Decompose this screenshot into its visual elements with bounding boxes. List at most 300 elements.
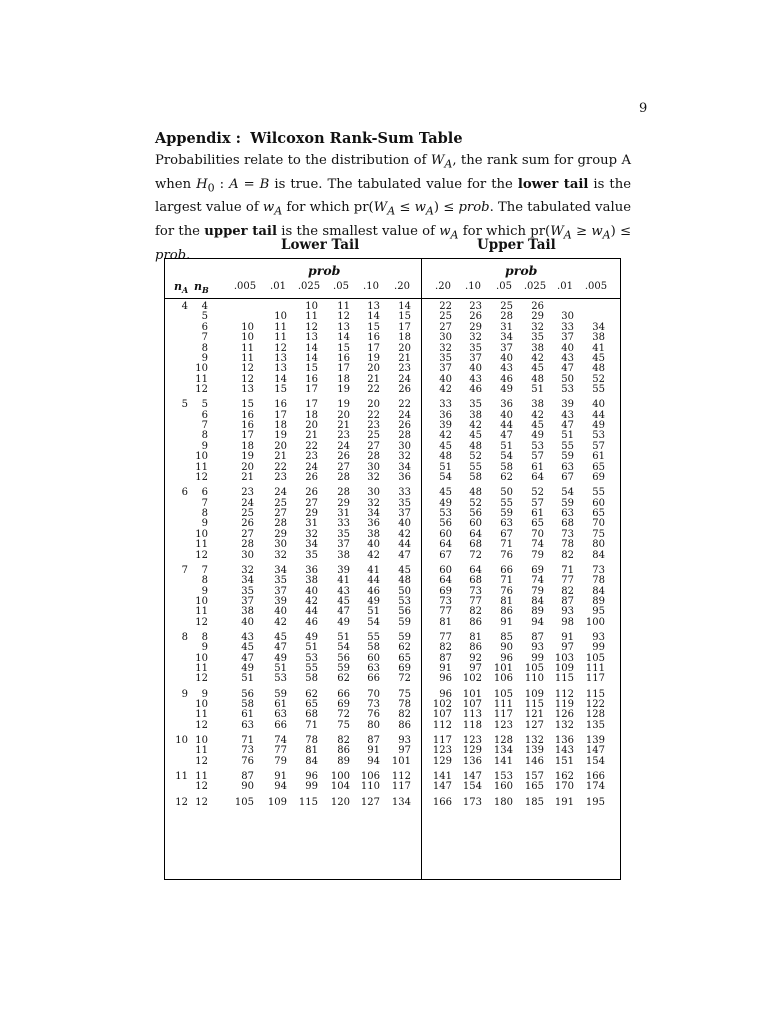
upper-value-cell: 36 [500, 399, 513, 411]
table-group [165, 633, 620, 685]
lower-value-cell: 22 [367, 384, 380, 396]
lower-value-cell: 58 [305, 673, 318, 685]
lower-value-cell: 29 [305, 508, 318, 520]
lower-value-cell: 14 [337, 332, 350, 344]
upper-value-cell: 62 [500, 472, 513, 484]
upper-value-cell: 37 [469, 352, 482, 364]
upper-value-cell: 48 [469, 487, 482, 499]
lower-value-cell: 55 [367, 631, 380, 643]
table-row [165, 782, 620, 792]
upper-value-cell: 79 [531, 585, 544, 597]
upper-value-cell: 81 [500, 595, 513, 607]
intro-text: Probabilities relate to the distribution of $W_A$, the rank sum for group A when $H_0$ : A = B is true. The tabulated value for the lower tail is the largest value of $w_A$ for which $pr(W_A \le w_A)$ ≤ prob. The tabulated value for the upper tail is the smallest value of $w_A$ for which $pr(W_A \ge w_A)$ ≤ prob. [155, 153, 632, 263]
lower-value-cell: 69 [337, 699, 350, 711]
upper-value-cell: 134 [493, 745, 513, 757]
lower-value-cell: 134 [391, 796, 411, 808]
upper-value-cell: 61 [592, 451, 605, 463]
upper-value-cell: 58 [500, 461, 513, 473]
upper-value-cell: 38 [592, 332, 605, 344]
lower-prob-header: .10 [363, 281, 379, 292]
lower-value-cell: 32 [241, 564, 254, 576]
upper-value-cell: 85 [500, 631, 513, 643]
lower-value-cell: 49 [274, 652, 287, 664]
upper-value-cell: 61 [531, 461, 544, 473]
nb-cell: 9 [201, 440, 208, 452]
upper-value-cell: 60 [439, 564, 452, 576]
lower-value-cell: 39 [337, 564, 350, 576]
lower-value-cell: 65 [398, 652, 411, 664]
upper-value-cell: 65 [592, 508, 605, 520]
upper-value-cell: 96 [439, 688, 452, 700]
lower-value-cell: 72 [398, 673, 411, 685]
lower-value-cell: 14 [274, 373, 287, 385]
table-group [165, 566, 620, 628]
upper-value-cell: 29 [531, 311, 544, 323]
lower-value-cell: 28 [337, 487, 350, 499]
lower-value-cell: 27 [367, 440, 380, 452]
lower-value-cell: 17 [398, 321, 411, 333]
na-cell: 8 [181, 631, 188, 643]
upper-value-cell: 51 [531, 384, 544, 396]
lower-value-cell: 17 [274, 409, 287, 421]
nb-cell: 11 [195, 709, 208, 721]
upper-value-cell: 73 [439, 595, 452, 607]
table-row [165, 618, 620, 628]
upper-value-cell: 53 [561, 384, 574, 396]
upper-value-cell: 68 [469, 575, 482, 587]
upper-value-cell: 52 [469, 497, 482, 509]
lower-value-cell: 53 [305, 652, 318, 664]
upper-value-cell: 115 [524, 699, 544, 711]
upper-value-cell: 45 [439, 487, 452, 499]
lower-value-cell: 19 [241, 451, 254, 463]
lower-value-cell: 32 [305, 528, 318, 540]
lower-value-cell: 59 [398, 631, 411, 643]
upper-value-cell: 122 [585, 699, 605, 711]
upper-value-cell: 49 [592, 420, 605, 432]
lower-value-cell: 35 [337, 528, 350, 540]
upper-value-cell: 68 [469, 539, 482, 551]
lower-value-cell: 58 [241, 699, 254, 711]
upper-value-cell: 191 [554, 796, 574, 808]
lower-value-cell: 86 [337, 745, 350, 757]
nb-cell: 10 [195, 735, 208, 747]
nb-cell: 12 [195, 781, 208, 793]
lower-value-cell: 50 [398, 585, 411, 597]
lower-value-cell: 21 [274, 451, 287, 463]
lower-value-cell: 23 [305, 451, 318, 463]
lower-value-cell: 42 [367, 549, 380, 561]
upper-value-cell: 82 [561, 549, 574, 561]
appendix-prefix: Appendix : [155, 130, 241, 147]
upper-value-cell: 86 [469, 642, 482, 654]
lower-value-cell: 30 [398, 440, 411, 452]
lower-value-cell: 28 [398, 430, 411, 442]
upper-value-cell: 92 [469, 652, 482, 664]
nb-cell: 7 [201, 332, 208, 344]
lower-value-cell: 53 [274, 673, 287, 685]
lower-value-cell: 12 [274, 342, 287, 354]
lower-value-cell: 37 [274, 585, 287, 597]
nb-cell: 10 [195, 652, 208, 664]
upper-value-cell: 45 [592, 352, 605, 364]
lower-value-cell: 11 [305, 311, 318, 323]
lower-value-cell: 24 [398, 409, 411, 421]
upper-value-cell: 153 [493, 770, 513, 782]
lower-value-cell: 58 [367, 642, 380, 654]
lower-value-cell: 15 [274, 384, 287, 396]
lower-value-cell: 54 [337, 642, 350, 654]
lower-value-cell: 97 [398, 745, 411, 757]
lower-value-cell: 40 [305, 585, 318, 597]
lower-value-cell: 112 [391, 770, 411, 782]
lower-value-cell: 35 [274, 575, 287, 587]
nb-cell: 11 [195, 606, 208, 618]
upper-value-cell: 63 [500, 518, 513, 530]
nb-cell: 6 [201, 321, 208, 333]
upper-value-cell: 74 [531, 575, 544, 587]
upper-value-cell: 53 [592, 430, 605, 442]
upper-value-cell: 91 [439, 663, 452, 675]
upper-value-cell: 34 [500, 332, 513, 344]
upper-value-cell: 43 [469, 373, 482, 385]
lower-value-cell: 109 [267, 796, 287, 808]
lower-value-cell: 115 [298, 796, 318, 808]
nb-cell: 11 [195, 745, 208, 757]
upper-value-cell: 89 [592, 595, 605, 607]
lower-value-cell: 33 [337, 518, 350, 530]
nb-cell: 8 [201, 342, 208, 354]
upper-value-cell: 67 [561, 472, 574, 484]
nb-cell: 10 [195, 595, 208, 607]
lower-value-cell: 11 [274, 332, 287, 344]
lower-value-cell: 82 [398, 709, 411, 721]
nb-cell: 11 [195, 770, 208, 782]
lower-value-cell: 42 [274, 616, 287, 628]
lower-value-cell: 59 [274, 688, 287, 700]
table-row [165, 757, 620, 767]
upper-value-cell: 69 [531, 564, 544, 576]
nb-cell: 9 [201, 352, 208, 364]
upper-value-cell: 45 [531, 363, 544, 375]
upper-value-cell: 95 [592, 606, 605, 618]
na-cell: 5 [181, 399, 188, 411]
table-group [165, 488, 620, 561]
upper-value-cell: 44 [500, 420, 513, 432]
lower-value-cell: 70 [367, 688, 380, 700]
lower-value-cell: 26 [398, 420, 411, 432]
upper-value-cell: 77 [469, 595, 482, 607]
upper-value-cell: 57 [531, 451, 544, 463]
lower-value-cell: 18 [305, 409, 318, 421]
lower-value-cell: 26 [337, 451, 350, 463]
lower-value-cell: 14 [398, 301, 411, 312]
upper-prob-label: prob [505, 263, 538, 278]
upper-value-cell: 58 [469, 472, 482, 484]
upper-value-cell: 93 [531, 642, 544, 654]
upper-value-cell: 55 [592, 384, 605, 396]
upper-value-cell: 37 [500, 342, 513, 354]
upper-value-cell: 162 [554, 770, 574, 782]
upper-value-cell: 147 [462, 770, 482, 782]
upper-value-cell: 118 [462, 719, 482, 731]
upper-value-cell: 64 [469, 528, 482, 540]
lower-value-cell: 12 [337, 311, 350, 323]
lower-value-cell: 44 [367, 575, 380, 587]
upper-value-cell: 57 [531, 497, 544, 509]
upper-value-cell: 40 [561, 342, 574, 354]
lower-value-cell: 22 [398, 399, 411, 411]
table-row [165, 385, 620, 395]
lower-value-cell: 45 [398, 564, 411, 576]
table-row [165, 674, 620, 684]
upper-prob-header: .05 [496, 281, 512, 292]
lower-value-cell: 89 [337, 755, 350, 767]
upper-value-cell: 123 [493, 719, 513, 731]
lower-value-cell: 20 [241, 461, 254, 473]
lower-value-cell: 25 [367, 430, 380, 442]
upper-value-cell: 154 [462, 781, 482, 793]
lower-value-cell: 25 [241, 508, 254, 520]
lower-value-cell: 53 [398, 595, 411, 607]
lower-value-cell: 10 [241, 332, 254, 344]
nb-cell: 11 [195, 663, 208, 675]
tail-titles [165, 237, 620, 255]
lower-value-cell: 20 [274, 440, 287, 452]
upper-value-cell: 97 [561, 642, 574, 654]
lower-value-cell: 78 [398, 699, 411, 711]
lower-value-cell: 20 [337, 409, 350, 421]
lower-value-cell: 51 [367, 606, 380, 618]
upper-value-cell: 47 [561, 420, 574, 432]
upper-value-cell: 38 [531, 399, 544, 411]
lower-value-cell: 47 [241, 652, 254, 664]
lower-value-cell: 23 [274, 472, 287, 484]
upper-value-cell: 50 [561, 373, 574, 385]
appendix-heading [155, 130, 463, 147]
nb-cell: 12 [195, 472, 208, 484]
lower-value-cell: 101 [391, 755, 411, 767]
nb-cell: 5 [201, 399, 208, 411]
lower-value-cell: 51 [241, 673, 254, 685]
table-row [165, 798, 620, 808]
table-group [165, 772, 620, 793]
upper-value-cell: 22 [439, 301, 452, 312]
nb-cell: 12 [195, 616, 208, 628]
upper-value-cell: 91 [500, 616, 513, 628]
upper-value-cell: 31 [500, 321, 513, 333]
upper-value-cell: 117 [432, 735, 452, 747]
lower-value-cell: 68 [305, 709, 318, 721]
table-group [165, 798, 620, 808]
lower-value-cell: 18 [274, 420, 287, 432]
upper-value-cell: 66 [500, 564, 513, 576]
nb-cell: 12 [195, 755, 208, 767]
upper-value-cell: 32 [531, 321, 544, 333]
upper-value-cell: 59 [561, 497, 574, 509]
lower-value-cell: 72 [337, 709, 350, 721]
lower-value-cell: 21 [398, 352, 411, 364]
upper-value-cell: 139 [524, 745, 544, 757]
upper-value-cell: 107 [432, 709, 452, 721]
lower-value-cell: 45 [274, 631, 287, 643]
lower-value-cell: 54 [367, 616, 380, 628]
lower-value-cell: 127 [360, 796, 380, 808]
lower-value-cell: 43 [241, 631, 254, 643]
upper-value-cell: 65 [592, 461, 605, 473]
upper-value-cell: 48 [531, 373, 544, 385]
upper-value-cell: 37 [561, 332, 574, 344]
lower-value-cell: 77 [274, 745, 287, 757]
lower-value-cell: 14 [305, 342, 318, 354]
lower-value-cell: 91 [367, 745, 380, 757]
lower-value-cell: 38 [305, 575, 318, 587]
lower-value-cell: 24 [337, 440, 350, 452]
upper-value-cell: 25 [439, 311, 452, 323]
upper-value-cell: 44 [592, 409, 605, 421]
upper-value-cell: 51 [439, 461, 452, 473]
upper-value-cell: 76 [500, 549, 513, 561]
upper-value-cell: 53 [439, 508, 452, 520]
upper-value-cell: 72 [469, 549, 482, 561]
lower-value-cell: 84 [305, 755, 318, 767]
upper-value-cell: 129 [432, 755, 452, 767]
lower-value-cell: 18 [398, 332, 411, 344]
lower-value-cell: 15 [305, 363, 318, 375]
lower-value-cell: 19 [337, 384, 350, 396]
upper-value-cell: 80 [592, 539, 605, 551]
upper-value-cell: 55 [592, 487, 605, 499]
lower-value-cell: 61 [274, 699, 287, 711]
lower-value-cell: 27 [241, 528, 254, 540]
na-cell: 11 [175, 770, 188, 782]
upper-value-cell: 76 [500, 585, 513, 597]
upper-value-cell: 94 [531, 616, 544, 628]
nb-cell: 11 [195, 373, 208, 385]
lower-value-cell: 19 [337, 399, 350, 411]
lower-value-cell: 25 [274, 497, 287, 509]
upper-value-cell: 29 [469, 321, 482, 333]
nb-cell: 12 [195, 384, 208, 396]
upper-value-cell: 174 [585, 781, 605, 793]
upper-value-cell: 111 [493, 699, 513, 711]
lower-value-cell: 38 [337, 549, 350, 561]
upper-value-cell: 40 [500, 352, 513, 364]
upper-value-cell: 43 [561, 352, 574, 364]
upper-value-cell: 52 [592, 373, 605, 385]
lower-value-cell: 86 [398, 719, 411, 731]
lower-value-cell: 28 [274, 518, 287, 530]
nb-cell: 9 [201, 585, 208, 597]
lower-value-cell: 73 [241, 745, 254, 757]
lower-value-cell: 37 [398, 508, 411, 520]
upper-value-cell: 55 [469, 461, 482, 473]
nb-header: $n_B$ [194, 280, 209, 296]
upper-value-cell: 79 [531, 549, 544, 561]
upper-value-cell: 40 [592, 399, 605, 411]
upper-value-cell: 84 [592, 549, 605, 561]
upper-value-cell: 165 [524, 781, 544, 793]
lower-value-cell: 31 [337, 508, 350, 520]
lower-value-cell: 26 [398, 384, 411, 396]
upper-value-cell: 60 [592, 497, 605, 509]
upper-value-cell: 50 [500, 487, 513, 499]
upper-value-cell: 38 [469, 409, 482, 421]
lower-value-cell: 46 [305, 616, 318, 628]
table-row [165, 473, 620, 483]
upper-value-cell: 117 [493, 709, 513, 721]
na-cell: 4 [181, 301, 188, 312]
upper-value-cell: 42 [531, 352, 544, 364]
lower-value-cell: 32 [274, 549, 287, 561]
lower-value-cell: 56 [398, 606, 411, 618]
lower-value-cell: 12 [305, 321, 318, 333]
upper-value-cell: 78 [592, 575, 605, 587]
lower-value-cell: 81 [305, 745, 318, 757]
lower-value-cell: 51 [337, 631, 350, 643]
lower-value-cell: 11 [241, 342, 254, 354]
nb-cell: 11 [195, 539, 208, 551]
upper-value-cell: 77 [561, 575, 574, 587]
upper-value-cell: 69 [592, 472, 605, 484]
na-header: $n_A$ [174, 280, 189, 296]
upper-prob-header: .20 [435, 281, 451, 292]
upper-value-cell: 84 [592, 585, 605, 597]
upper-value-cell: 48 [469, 440, 482, 452]
lower-value-cell: 38 [241, 606, 254, 618]
lower-value-cell: 87 [367, 735, 380, 747]
upper-value-cell: 102 [432, 699, 452, 711]
upper-value-cell: 55 [500, 497, 513, 509]
lower-value-cell: 11 [241, 352, 254, 364]
upper-value-cell: 185 [524, 796, 544, 808]
lower-value-cell: 80 [367, 719, 380, 731]
lower-value-cell: 21 [241, 472, 254, 484]
upper-value-cell: 26 [531, 301, 544, 312]
upper-value-cell: 47 [500, 430, 513, 442]
table-group [165, 302, 620, 396]
upper-value-cell: 40 [500, 409, 513, 421]
lower-value-cell: 90 [241, 781, 254, 793]
lower-value-cell: 30 [241, 549, 254, 561]
nb-cell: 9 [201, 518, 208, 530]
lower-value-cell: 24 [305, 461, 318, 473]
lower-value-cell: 32 [398, 451, 411, 463]
lower-value-cell: 71 [241, 735, 254, 747]
upper-value-cell: 160 [493, 781, 513, 793]
upper-value-cell: 32 [469, 332, 482, 344]
lower-value-cell: 36 [398, 472, 411, 484]
upper-value-cell: 84 [531, 595, 544, 607]
upper-value-cell: 127 [524, 719, 544, 731]
lower-value-cell: 76 [241, 755, 254, 767]
upper-value-cell: 195 [585, 796, 605, 808]
upper-value-cell: 64 [439, 575, 452, 587]
lower-value-cell: 69 [398, 663, 411, 675]
upper-value-cell: 105 [493, 688, 513, 700]
lower-value-cell: 24 [241, 497, 254, 509]
upper-value-cell: 51 [500, 440, 513, 452]
lower-prob-header: .025 [297, 281, 321, 292]
lower-value-cell: 42 [398, 528, 411, 540]
lower-value-cell: 16 [367, 332, 380, 344]
lower-value-cell: 19 [367, 352, 380, 364]
upper-value-cell: 82 [469, 606, 482, 618]
lower-value-cell: 24 [398, 373, 411, 385]
lower-value-cell: 14 [305, 352, 318, 364]
upper-value-cell: 86 [469, 616, 482, 628]
lower-prob-header: .005 [233, 281, 257, 292]
